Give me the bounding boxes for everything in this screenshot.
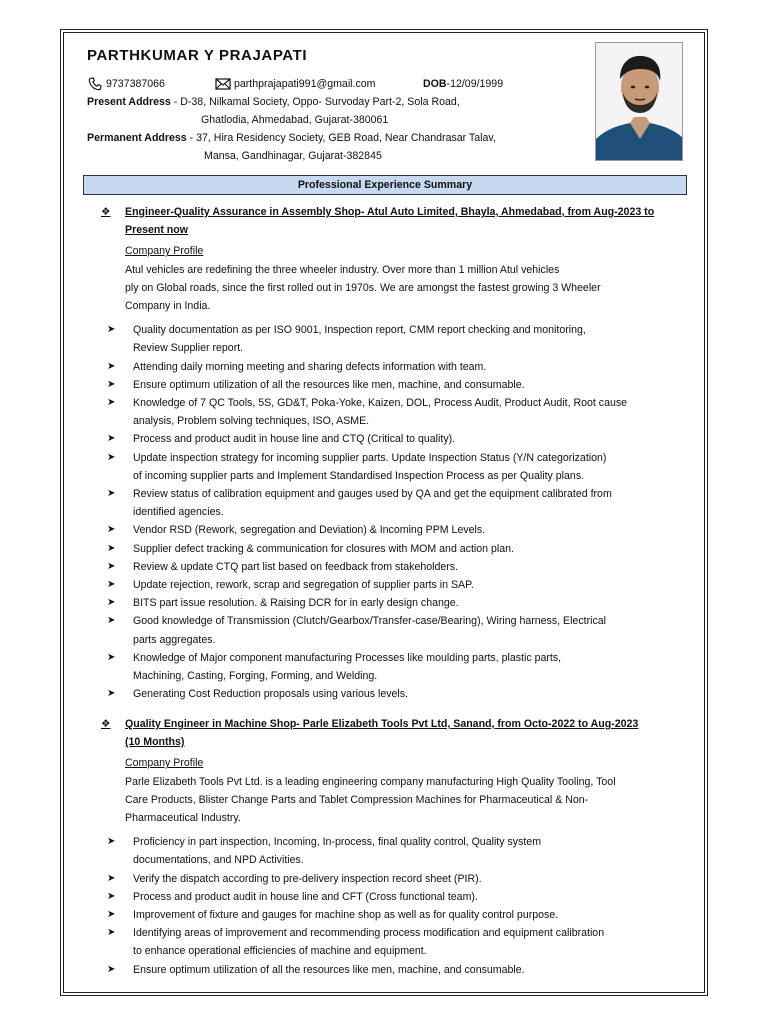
responsibility-item bbox=[87, 358, 697, 376]
arrow-right-icon: ➤ bbox=[107, 360, 116, 372]
responsibility-item bbox=[87, 394, 697, 430]
company-profile-line: Company in India. bbox=[125, 300, 211, 313]
responsibility-item bbox=[87, 485, 697, 521]
responsibility-line: Supplier defect tracking & communication for closures with MOM and action plan. bbox=[133, 542, 514, 555]
responsibility-line: BITS part issue resolution. & Raising DCR for in early design change. bbox=[133, 597, 459, 610]
job-title-line2: Present now bbox=[125, 224, 188, 237]
responsibility-item bbox=[87, 430, 697, 448]
responsibility-item bbox=[87, 906, 697, 924]
job-entry bbox=[87, 715, 697, 979]
responsibility-text bbox=[133, 924, 697, 960]
responsibility-item bbox=[87, 961, 697, 979]
company-profile-label: Company Profile bbox=[125, 245, 204, 258]
arrow-right-icon: ➤ bbox=[107, 524, 116, 536]
arrow-right-icon: ➤ bbox=[107, 615, 116, 627]
arrow-right-icon: ➤ bbox=[107, 488, 116, 500]
arrow-right-icon: ➤ bbox=[107, 909, 116, 921]
responsibility-item bbox=[87, 612, 697, 648]
responsibility-item bbox=[87, 924, 697, 960]
responsibility-item bbox=[87, 540, 697, 558]
responsibility-text bbox=[133, 394, 697, 430]
company-profile-line: ply on Global roads, since the first rolled out in 1970s. We are amongst the fastest growing 3 Wheeler bbox=[125, 281, 601, 294]
responsibility-item bbox=[87, 576, 697, 594]
dob-label: DOB bbox=[423, 77, 447, 90]
responsibility-text bbox=[133, 961, 697, 979]
responsibility-line: Quality documentation as per ISO 9001, Inspection report, CMM report checking and monitoring, bbox=[133, 324, 586, 337]
responsibility-item bbox=[87, 685, 697, 703]
arrow-right-icon: ➤ bbox=[107, 542, 116, 554]
phone-item bbox=[87, 75, 215, 93]
responsibility-list bbox=[87, 321, 697, 703]
responsibility-line: Ensure optimum utilization of all the resources like men, machine, and consumable. bbox=[133, 378, 525, 391]
envelope-icon bbox=[215, 77, 231, 91]
responsibility-item bbox=[87, 888, 697, 906]
responsibility-text bbox=[133, 594, 697, 612]
responsibility-line: Update inspection strategy for incoming supplier parts. Update Inspection Status (Y/N categorization) bbox=[133, 451, 607, 464]
job-title-text bbox=[125, 203, 697, 239]
job-title bbox=[87, 715, 697, 751]
responsibility-text bbox=[133, 649, 697, 685]
arrow-right-icon: ➤ bbox=[107, 890, 116, 902]
responsibility-line: Proficiency in part inspection, Incoming, In-process, final quality control, Quality system bbox=[133, 836, 542, 849]
responsibility-line: Verify the dispatch according to pre-delivery inspection record sheet (PIR). bbox=[133, 872, 482, 885]
job-title-line1: Engineer-Quality Assurance in Assembly Shop- Atul Auto Limited, Bhayla, Ahmedabad, from Aug-2023 to bbox=[125, 206, 655, 218]
job-title-line1: Quality Engineer in Machine Shop- Parle Elizabeth Tools Pvt Ltd, Sanand, from Octo-2022 to Aug-2023 bbox=[125, 718, 639, 730]
present-address-line2: Ghatlodia, Ahmedabad, Gujarat-380061 bbox=[201, 114, 389, 126]
present-address-line1: - D-38, Nilkamal Society, Oppo- Survoday Part-2, Sola Road, bbox=[170, 96, 460, 108]
responsibility-line: to enhance operational efficiencies of machine and equipment. bbox=[133, 945, 427, 958]
email-item bbox=[215, 75, 423, 93]
responsibility-text bbox=[133, 558, 697, 576]
candidate-name: PARTHKUMAR Y PRAJAPATI bbox=[87, 47, 308, 64]
responsibility-item bbox=[87, 649, 697, 685]
responsibility-line: of incoming supplier parts and Implement Standardised Inspection Process as per Quality plans. bbox=[133, 469, 585, 482]
arrow-right-icon: ➤ bbox=[107, 397, 116, 409]
responsibility-line: Knowledge of Major component manufacturing Processes like moulding parts, plastic parts, bbox=[133, 651, 562, 664]
permanent-address-line2: Mansa, Gandhinagar, Gujarat-382845 bbox=[204, 150, 382, 162]
company-profile-label: Company Profile bbox=[125, 757, 204, 770]
responsibility-line: documentations, and NPD Activities. bbox=[133, 854, 304, 867]
responsibility-text bbox=[133, 833, 697, 869]
arrow-right-icon: ➤ bbox=[107, 324, 116, 336]
profile-photo-image bbox=[596, 43, 683, 161]
company-profile-line: Pharmaceutical Industry. bbox=[125, 812, 241, 825]
responsibility-text bbox=[133, 430, 697, 448]
arrow-right-icon: ➤ bbox=[107, 433, 116, 445]
company-profile-line: Parle Elizabeth Tools Pvt Ltd. is a leading engineering company manufacturing High Quality Tooling, Tool bbox=[125, 775, 616, 788]
permanent-address-label: Permanent Address bbox=[87, 132, 187, 144]
responsibility-item bbox=[87, 376, 697, 394]
company-profile-text bbox=[125, 773, 691, 828]
company-profile-text bbox=[125, 261, 691, 316]
arrow-right-icon: ➤ bbox=[107, 688, 116, 700]
responsibility-text bbox=[133, 540, 697, 558]
arrow-right-icon: ➤ bbox=[107, 963, 116, 975]
responsibility-item bbox=[87, 321, 697, 357]
responsibility-text bbox=[133, 906, 697, 924]
responsibility-text bbox=[133, 888, 697, 906]
responsibility-text bbox=[133, 376, 697, 394]
present-address-label: Present Address bbox=[87, 96, 171, 108]
job-title bbox=[87, 203, 697, 239]
arrow-right-icon: ➤ bbox=[107, 836, 116, 848]
dob-item bbox=[423, 75, 503, 93]
responsibility-line: parts aggregates. bbox=[133, 633, 216, 646]
responsibility-text bbox=[133, 870, 697, 888]
arrow-right-icon: ➤ bbox=[107, 560, 116, 572]
responsibility-text bbox=[133, 485, 697, 521]
responsibility-line: Identifying areas of improvement and recommending process modification and equipment calibration bbox=[133, 927, 605, 940]
responsibility-text bbox=[133, 358, 697, 376]
arrow-right-icon: ➤ bbox=[107, 872, 116, 884]
responsibility-text bbox=[133, 521, 697, 539]
responsibility-line: analysis, Problem solving techniques, ISO, ASME. bbox=[133, 415, 370, 428]
responsibility-line: Process and product audit in house line and CFT (Cross functional team). bbox=[133, 890, 478, 903]
responsibility-text bbox=[133, 612, 697, 648]
responsibility-line: Knowledge of 7 QC Tools, 5S, GD&T, Poka-Yoke, Kaizen, DOL, Process Audit, Product Audit, Root cause bbox=[133, 397, 628, 410]
responsibility-line: Review Supplier report. bbox=[133, 342, 244, 355]
arrow-right-icon: ➤ bbox=[107, 927, 116, 939]
responsibility-line: Review status of calibration equipment and gauges used by QA and get the equipment calibrated from bbox=[133, 488, 612, 501]
responsibility-line: Vendor RSD (Rework, segregation and Deviation) & Incoming PPM Levels. bbox=[133, 524, 486, 537]
responsibility-text bbox=[133, 685, 697, 703]
arrow-right-icon: ➤ bbox=[107, 579, 116, 591]
responsibility-text bbox=[133, 321, 697, 357]
phone-number: 9737387066 bbox=[106, 77, 165, 90]
responsibility-item bbox=[87, 833, 697, 869]
arrow-right-icon: ➤ bbox=[107, 597, 116, 609]
responsibility-text bbox=[133, 576, 697, 594]
phone-icon bbox=[87, 77, 103, 91]
responsibility-list bbox=[87, 833, 697, 979]
arrow-right-icon: ➤ bbox=[107, 451, 116, 463]
responsibility-item bbox=[87, 558, 697, 576]
responsibility-line: Good knowledge of Transmission (Clutch/Gearbox/Transfer-case/Bearing), Wiring harness, Electrical bbox=[133, 615, 606, 628]
responsibility-line: Machining, Casting, Forging, Forming, and Welding. bbox=[133, 670, 378, 683]
responsibility-line: Process and product audit in house line and CTQ (Critical to quality). bbox=[133, 433, 456, 446]
dob-value: -12/09/1999 bbox=[446, 77, 504, 90]
responsibility-line: Generating Cost Reduction proposals using various levels. bbox=[133, 688, 408, 701]
responsibility-line: Update rejection, rework, scrap and segregation of supplier parts in SAP. bbox=[133, 579, 474, 592]
responsibility-line: identified agencies. bbox=[133, 506, 224, 519]
profile-photo bbox=[595, 42, 683, 161]
diamond-bullet-icon: ❖ bbox=[101, 206, 111, 218]
job-entry bbox=[87, 203, 697, 703]
email-address[interactable]: parthprajapati991@gmail.com bbox=[234, 77, 376, 90]
responsibility-line: Ensure optimum utilization of all the resources like men, machine, and consumable. bbox=[133, 963, 525, 976]
responsibility-line: Attending daily morning meeting and sharing defects information with team. bbox=[133, 360, 487, 373]
diamond-bullet-icon: ❖ bbox=[101, 718, 111, 730]
company-profile-line: Atul vehicles are redefining the three wheeler industry. Over more than 1 million Atul vehicles bbox=[125, 263, 560, 276]
job-title-line2: (10 Months) bbox=[125, 736, 185, 749]
responsibility-item bbox=[87, 449, 697, 485]
responsibility-item bbox=[87, 594, 697, 612]
responsibility-line: Review & update CTQ part list based on feedback from stakeholders. bbox=[133, 560, 459, 573]
arrow-right-icon: ➤ bbox=[107, 651, 116, 663]
permanent-address-line1: - 37, Hira Residency Society, GEB Road, Near Chandrasar Talav, bbox=[186, 132, 496, 144]
responsibility-line: Improvement of fixture and gauges for machine shop as well as for quality control purpose. bbox=[133, 909, 559, 922]
responsibility-item bbox=[87, 521, 697, 539]
responsibility-item bbox=[87, 870, 697, 888]
job-title-text bbox=[125, 715, 697, 751]
responsibility-text bbox=[133, 449, 697, 485]
arrow-right-icon: ➤ bbox=[107, 378, 116, 390]
company-profile-line: Care Products, Blister Change Parts and Tablet Compression Machines for Pharmaceutical & Non- bbox=[125, 793, 589, 806]
section-title-experience: Professional Experience Summary bbox=[83, 175, 687, 195]
